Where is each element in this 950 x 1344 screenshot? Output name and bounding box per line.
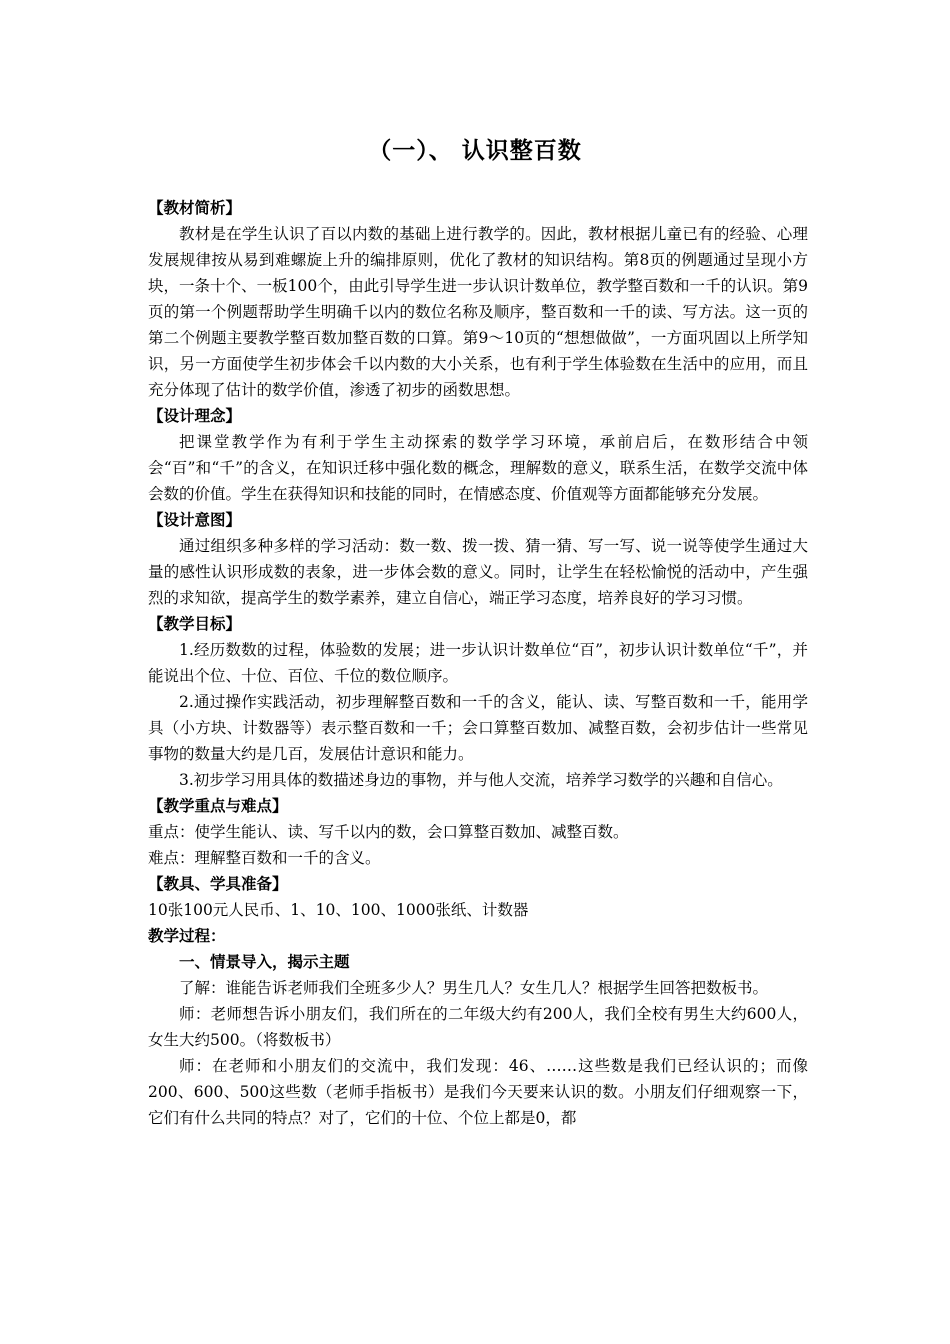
section-heading-textbook-analysis: 【教材简析】 <box>148 198 242 217</box>
section-heading-teaching-process: 教学过程： <box>148 926 226 945</box>
section-heading-design-concept: 【设计理念】 <box>148 406 242 425</box>
paragraph-textbook-analysis: 教材是在学生认识了百以内数的基础上进行教学的。因此，教材根据儿童已有的经验、心理发展规律按从易到难螺旋上升的编排原则，优化了教材的知识结构。第8页的例题通过呈现小方块，一条十个、一板100个，由此引导学生进一步认识计数单位，教学整百数和一千的认识。第9页的第一个例题帮助学生明确千以内的数位名称及顺序，整百数和一千的读、写方法。这一页的第二个例题主要教学整百数加整百数的口算。第9～10页的“想想做做”，一方面巩固以上所学知识，另一方面使学生初步体会千以内数的大小关系，也有利于学生体验数在生活中的应用，而且充分体现了估计的数学价值，渗透了初步的函数思想。 <box>148 225 808 399</box>
section-heading-key-points: 【教学重点与难点】 <box>148 796 288 815</box>
difficulty-line: 难点：理解整百数和一千的含义。 <box>148 849 381 867</box>
paragraph-design-intent: 通过组织多种多样的学习活动：数一数、拨一拨、猜一猜、写一写、说一说等使学生通过大量的感性认识形成数的表象，进一步体会数的意义。同时，让学生在轻松愉悦的活动中，产生强烈的求知欲，提高学生的数学素养，建立自信心，端正学习态度，培养良好的学习习惯。 <box>148 537 808 607</box>
goal-item-3: 3.初步学习用具体的数描述身边的事物，并与他人交流，培养学习数学的兴趣和自信心。 <box>179 771 783 789</box>
page-title: （一）、 认识整百数 <box>368 138 582 164</box>
goal-item-1: 1.经历数数的过程，体验数的发展；进一步认识计数单位“百”，初步认识计数单位“千”，并能说出个位、十位、百位、千位的数位顺序。 <box>148 641 808 685</box>
process-paragraph-3: 师：在老师和小朋友们的交流中，我们发现：46、……这些数是我们已经认识的；而像200、600、500这些数（老师手指板书）是我们今天要来认识的数。小朋友们仔细观察一下，它们有什么共同的特点？对了，它们的十位、个位上都是0，都 <box>148 1057 808 1127</box>
process-paragraph-1: 了解：谁能告诉老师我们全班多少人？男生几人？女生几人？根据学生回答把数板书。 <box>179 979 769 997</box>
document-body <box>148 195 808 1131</box>
materials-line: 10张100元人民币、1、10、100、1000张纸、计数器 <box>148 901 529 919</box>
paragraph-design-concept: 把课堂教学作为有利于学生主动探索的数学学习环境，承前启后，在数形结合中领会“百”和“千”的含义，在知识迁移中强化数的概念，理解数的意义，联系生活，在数学交流中体会数的价值。学生在获得知识和技能的同时，在情感态度、价值观等方面都能够充分发展。 <box>148 433 808 503</box>
subheading-scenario-intro: 一、情景导入，揭示主题 <box>179 952 350 971</box>
section-heading-teaching-goals: 【教学目标】 <box>148 614 242 633</box>
section-heading-materials: 【教具、学具准备】 <box>148 874 288 893</box>
key-point-line: 重点：使学生能认、读、写千以内的数，会口算整百数加、减整百数。 <box>148 823 629 841</box>
section-heading-design-intent: 【设计意图】 <box>148 510 242 529</box>
goal-item-2: 2.通过操作实践活动，初步理解整百数和一千的含义，能认、读、写整百数和一千，能用学具（小方块、计数器等）表示整百数和一千；会口算整百数加、减整百数，会初步估计一些常见事物的数量大约是几百，发展估计意识和能力。 <box>148 693 808 763</box>
process-paragraph-2: 师：老师想告诉小朋友们，我们所在的二年级大约有200人，我们全校有男生大约600人，女生大约500。（将数板书） <box>148 1005 808 1049</box>
